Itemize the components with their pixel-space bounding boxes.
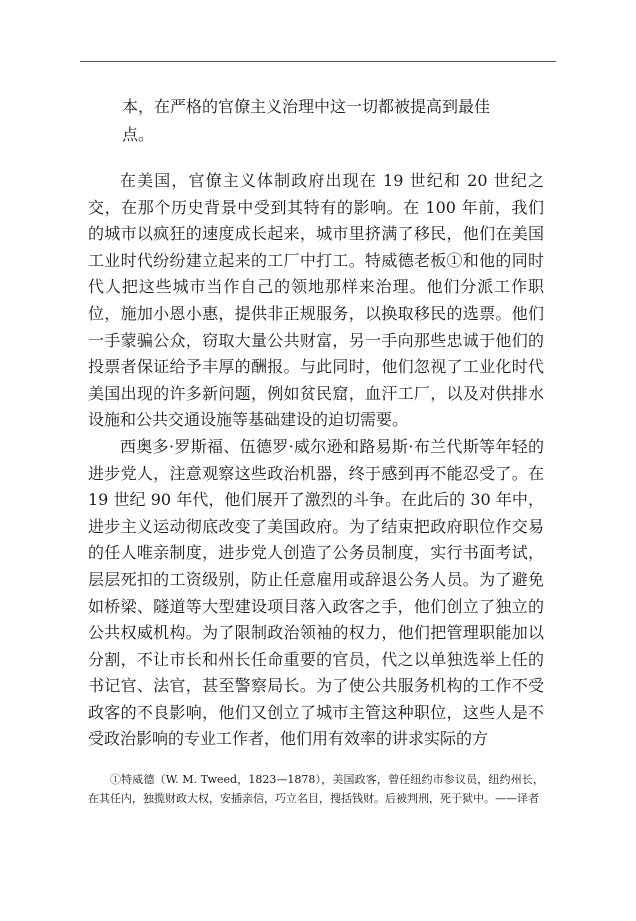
quote-line-1: 本，在严格的官僚主义治理中这一切都被提高到最佳 [122,97,491,116]
footnote-text: ①特威德（W. M. Tweed，1823—1878），美国政客，曾任纽约市参议员，纽约州长，在其任内，独揽财政大权，安插亲信，巧立名目，搜括钱财。后被判刑，死于狱中。——译者 [88,773,544,805]
quote-continuation [122,93,542,149]
paragraph-1: 在美国，官僚主义体制政府出现在 19 世纪和 20 世纪之交，在那个历史背景中受到其特有的影响。在 100 年前，我们的城市以疯狂的速度成长起来，城市里挤满了移民，他们在美国工业时代纷纷建立起来的工厂中打工。特威德老板①和他的同时代人把这些城市当作自己的领地那样来治理。他们分派工作职位，施加小恩小惠，提供非正规服务，以换取移民的选票。他们一手蒙骗公众，窃取大量公共财富，另一手向那些忠诚于他们的投票者保证给予丰厚的酬报。与此同时，他们忽视了工业化时代美国出现的许多新问题，例如贫民窟，血汗工厂，以及对供排水设施和公共交通设施等基础建设的迫切需要。 [88,171,544,430]
footnote [88,770,544,808]
body-text [88,168,544,753]
paragraph-2: 西奥多·罗斯福、伍德罗·威尔逊和路易斯·布兰代斯等年轻的进步党人，注意观察这些政治机器，终于感到再不能忍受了。在 19 世纪 90 年代，他们展开了激烈的斗争。在此后的 30 年中，进步主义运动彻底改变了美国政府。为了结束把政府职位作交易的任人唯亲制度，进步党人创造了公务员制度，实行书面考试，层层死扣的工资级别，防止任意雇用或辞退公务人员。为了避免如桥梁、隧道等大型建设项目落入政客之手，他们创立了独立的公共权威机构。为了限制政治领袖的权力，他们把管理职能加以分割，不让市长和州长任命重要的官员，代之以单独选举上任的书记官、法官，甚至警察局长。为了使公共服务机构的工作不受政客的不良影响，他们又创立了城市主管这种职位，这些人是不受政治影响的专业工作者，他们用有效率的讲求实际的方 [88,436,544,749]
header-rule [80,61,556,62]
quote-line-2: 点。 [122,125,155,144]
